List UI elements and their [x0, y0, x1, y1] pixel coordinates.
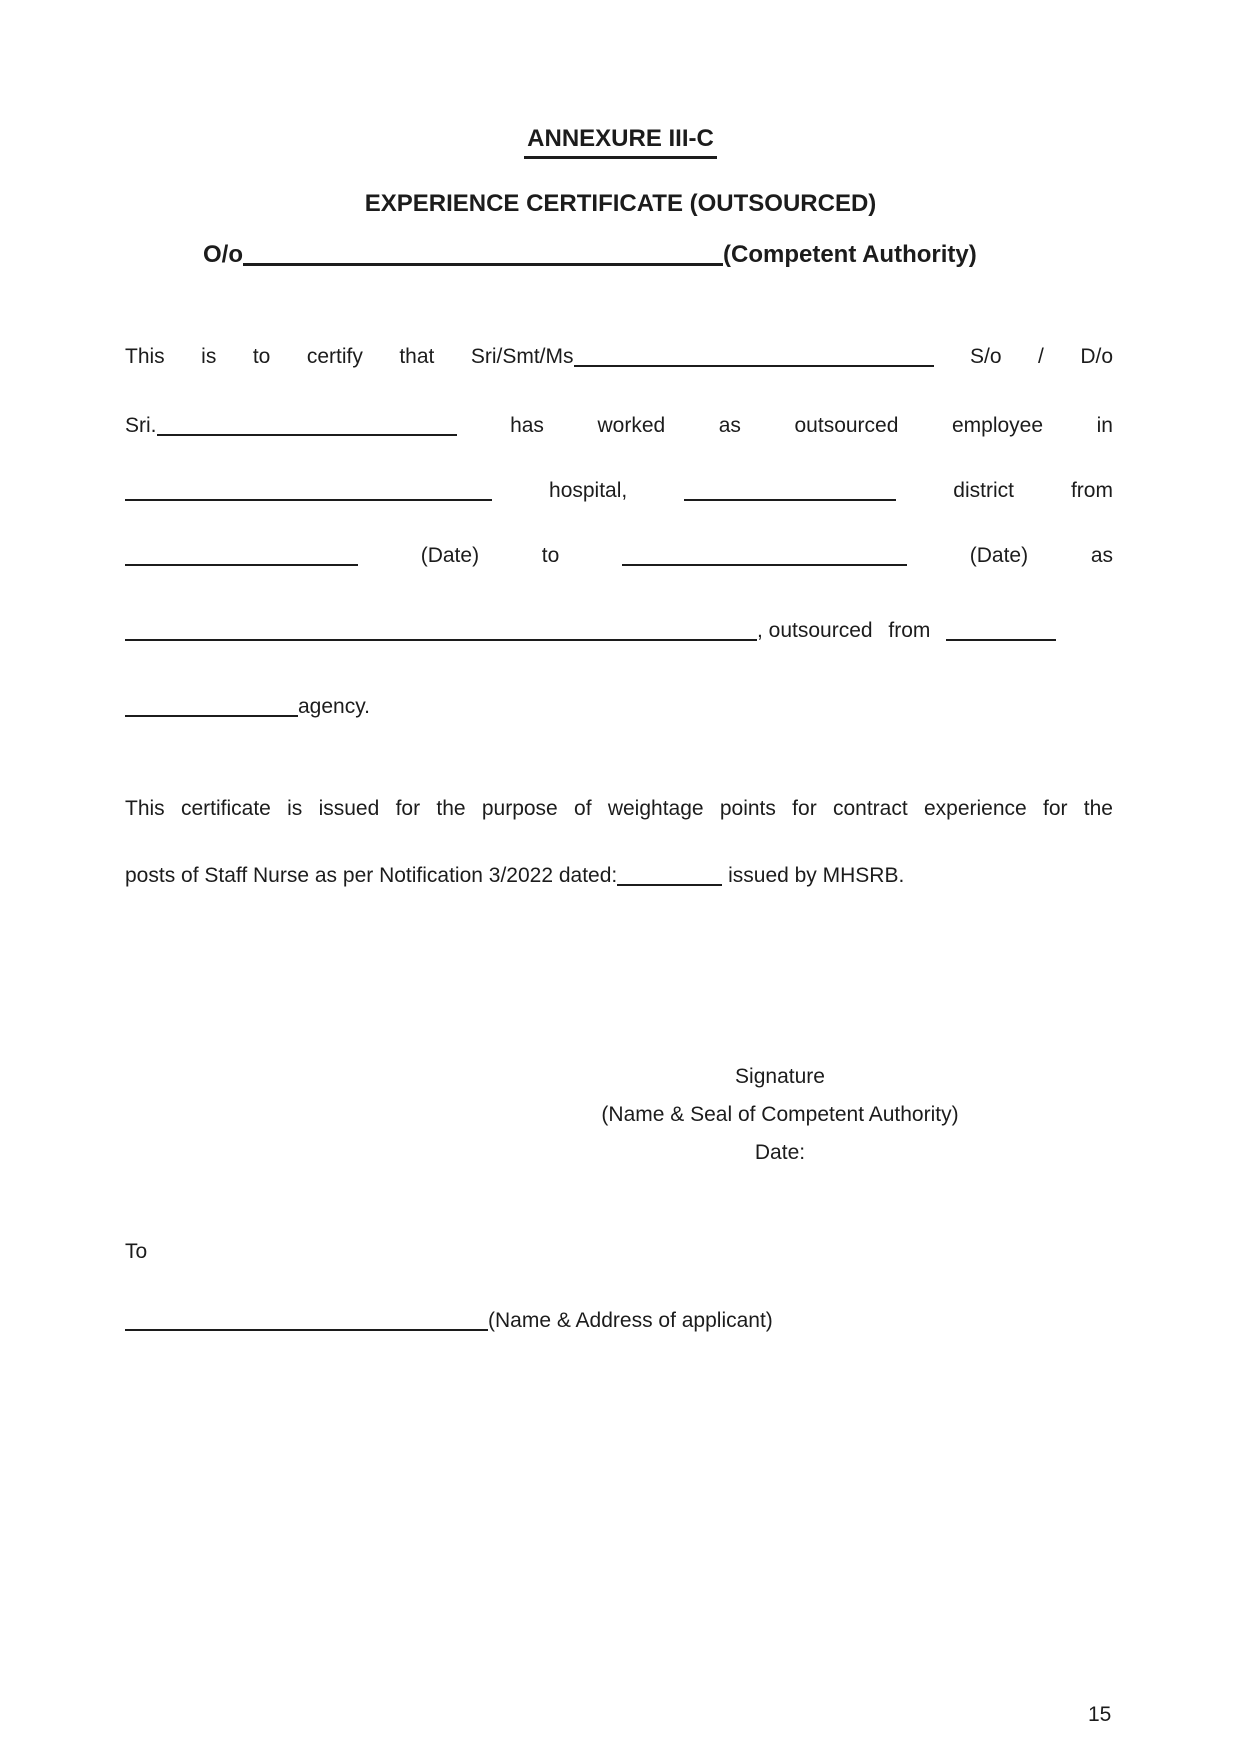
word: worked [597, 414, 666, 437]
word: (Date) [420, 544, 480, 567]
father-segment [125, 414, 457, 437]
para1-line4 [125, 541, 1113, 571]
certificate-title [0, 189, 1241, 219]
office-prefix: O/o [203, 241, 243, 268]
word: hospital, [549, 479, 628, 502]
office-suffix: (Competent Authority) [723, 241, 977, 268]
para1-line3 [125, 476, 1113, 506]
word: certify [306, 345, 363, 368]
para2-line2-text: posts of Staff Nurse as per Notification 3/2022 dated: [125, 864, 618, 887]
office-line [203, 240, 977, 270]
word: to [541, 544, 560, 567]
para1-line5 [125, 616, 1113, 646]
word: outsourced [794, 414, 899, 437]
word: as [1090, 544, 1114, 567]
hospital-blank [125, 499, 492, 501]
word: as [718, 414, 741, 437]
date-label: Date: [754, 1141, 806, 1164]
word: Sri. [125, 414, 157, 437]
word: Sri/Smt/Ms [470, 345, 574, 368]
designation-blank [125, 639, 757, 641]
certificate-title-text: EXPERIENCE CERTIFICATE (OUTSOURCED) [364, 190, 877, 217]
district-blank [684, 499, 896, 501]
para1-line1 [125, 342, 1113, 372]
to-label [125, 1237, 147, 1267]
signature-block [480, 1058, 1080, 1172]
name-segment [471, 345, 934, 368]
para2-line2 [125, 861, 1113, 891]
signature-label: Signature [735, 1065, 825, 1088]
word: from [888, 619, 931, 642]
applicant-blank [125, 1329, 488, 1331]
office-blank [243, 263, 723, 266]
word: in [1096, 414, 1113, 437]
to-date-blank [622, 564, 907, 566]
annexure-title: ANNEXURE III-C [524, 124, 717, 159]
word: district [953, 479, 1014, 502]
word: , outsourced [757, 619, 873, 642]
word: This [125, 345, 165, 368]
page-number: 15 [1088, 1703, 1112, 1726]
word: S/o [970, 345, 1002, 368]
from-date-blank [125, 564, 358, 566]
name-seal-label: (Name & Seal of Competent Authority) [601, 1103, 959, 1126]
para1-line2 [125, 411, 1113, 441]
word: that [399, 345, 435, 368]
para1-line6 [125, 692, 1113, 722]
word: to [252, 345, 271, 368]
word: employee [951, 414, 1044, 437]
name-blank [574, 365, 934, 367]
para2-line1 [125, 794, 1113, 824]
word: D/o [1080, 345, 1114, 368]
agency-blank-2 [125, 715, 298, 717]
para2-line2-text-end: issued by MHSRB. [728, 864, 905, 887]
word: agency. [298, 695, 370, 718]
annexure-title-row [0, 124, 1241, 159]
father-name-blank [157, 434, 457, 436]
word: has [510, 414, 544, 437]
agency-blank-1 [946, 639, 1056, 641]
word: (Date) [969, 544, 1029, 567]
dated-blank [617, 884, 722, 886]
applicant-label: (Name & Address of applicant) [488, 1309, 773, 1332]
word: / [1038, 345, 1044, 368]
to-text: To [125, 1240, 148, 1263]
para2-line1-text: This certificate is issued for the purpose of weightage points for contract experience for the [125, 797, 1113, 820]
applicant-line [125, 1306, 773, 1336]
word: from [1070, 479, 1113, 502]
word: is [201, 345, 217, 368]
